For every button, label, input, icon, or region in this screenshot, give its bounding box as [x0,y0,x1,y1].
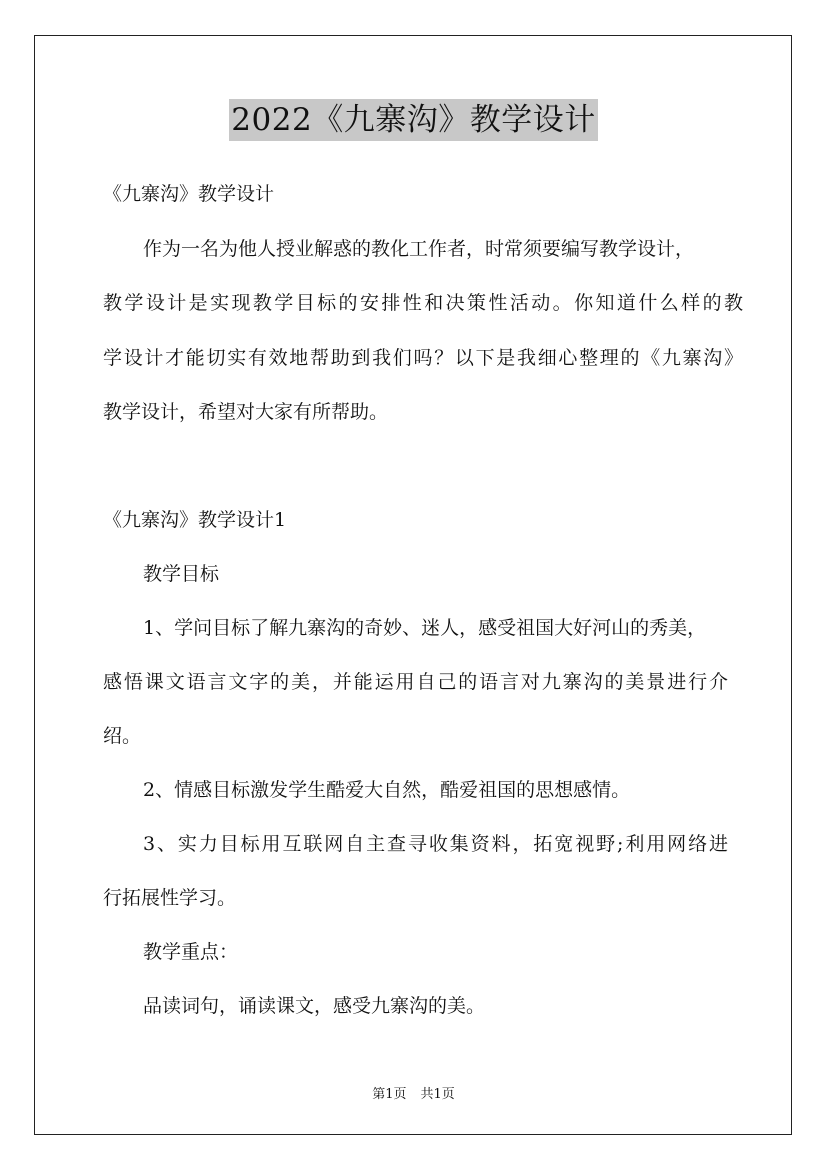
paragraph-line: 学设计才能切实有效地帮助到我们吗？以下是我细心整理的《九寨沟》 [103,347,743,369]
section-heading: 《九寨沟》教学设计1 [103,509,287,531]
paragraph-line: 教学设计是实现教学目标的安排性和决策性活动。你知道什么样的教 [103,292,743,314]
section-heading: 《九寨沟》教学设计 [103,183,275,205]
paragraph-line: 行拓展性学习。 [103,887,237,909]
document-title: 2022《九寨沟》教学设计 [229,99,597,141]
paragraph-line: 3、实力目标用互联网自主查寻收集资料，拓宽视野;利用网络进 [143,833,728,855]
paragraph-line: 感悟课文语言文字的美，并能运用自己的语言对九寨沟的美景进行介 [103,671,728,693]
paragraph-line: 绍。 [103,725,142,747]
paragraph-line: 作为一名为他人授业解惑的教化工作者，时常须要编写教学设计， [143,238,695,260]
subheading: 教学重点： [143,941,239,963]
page-total: 共1页 [420,1087,455,1102]
subheading: 教学目标 [143,563,220,585]
paragraph-line: 1、学问目标了解九寨沟的奇妙、迷人，感受祖国大好河山的秀美， [143,617,707,639]
page-number: 第1页 [372,1087,407,1102]
paragraph-line: 2、情感目标激发学生酷爱大自然，酷爱祖国的思想感情。 [143,779,631,801]
page-footer [0,1083,827,1102]
paragraph-line: 品读词句，诵读课文，感受九寨沟的美。 [143,995,486,1017]
paragraph-line: 教学设计，希望对大家有所帮助。 [103,401,389,423]
